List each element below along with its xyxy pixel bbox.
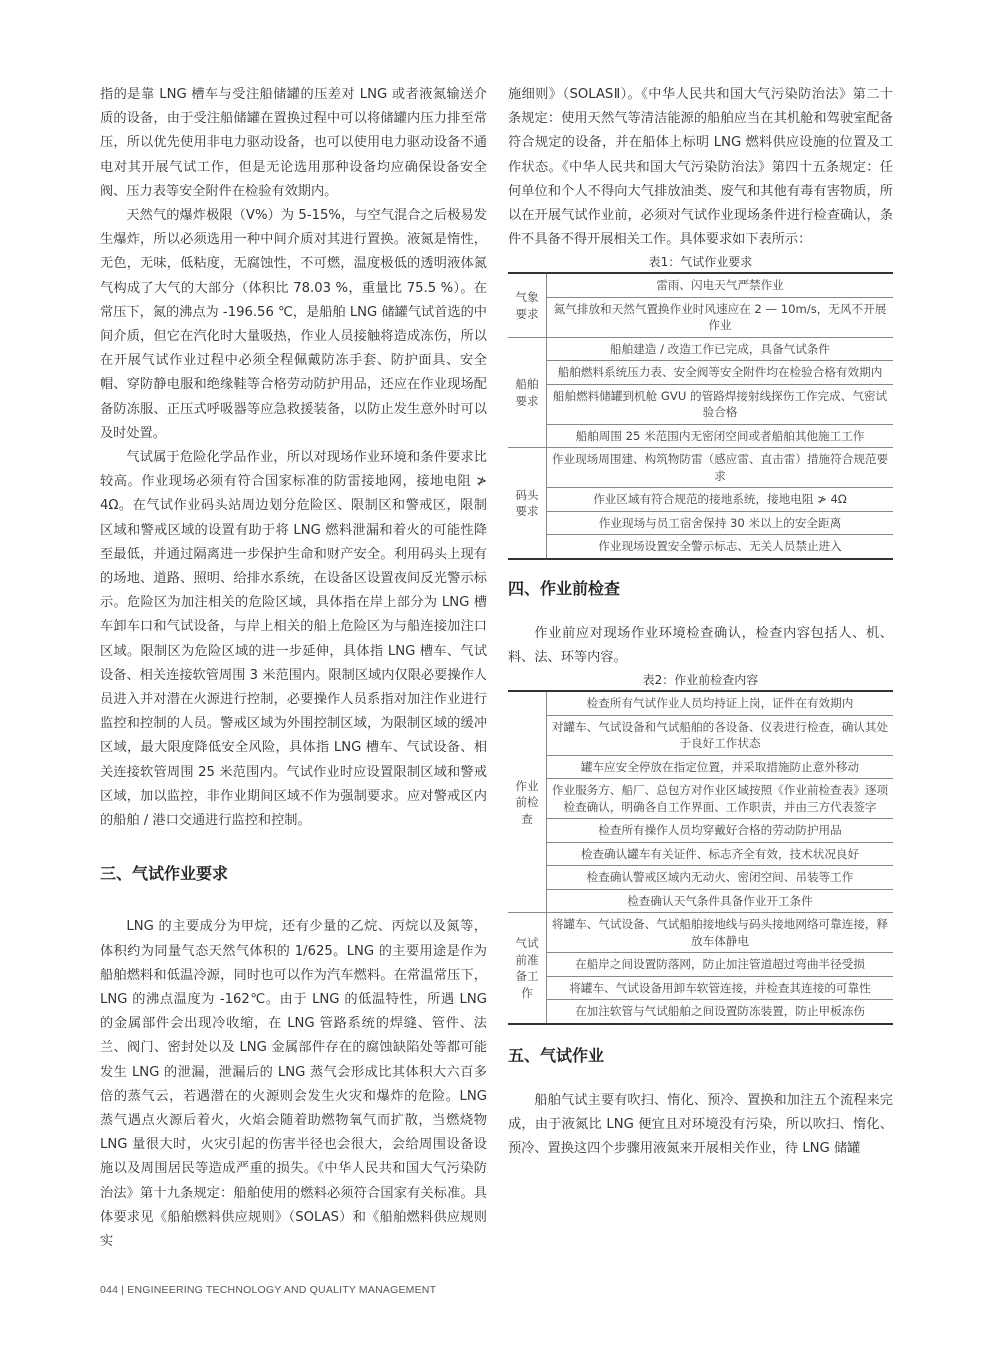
table-1-item-cell: 作业现场与员工宿舍保持 30 米以上的安全距离 (547, 511, 894, 535)
left-para-2: 天然气的爆炸极限（V%）为 5-15%，与空气混合之后极易发生爆炸，所以必须选用一种中间介质对其进行置换。液氮是惰性，无色，无味，低粘度，无腐蚀性，不可燃，温度极低的透明液体氮气构成了大气的大部分（体积比 78.03 %，重量比 75.5 %）。在常压下，氮的沸点为 -196.56 ℃，是船舶 LNG 储罐气试首选的中间介质，但它在汽化时大量吸热，作业人员接触将造成冻伤，所以在开展气试作业过程中必须全程佩戴防冻手套、防护面具、安全帽、穿防静电服和绝缘鞋等合格劳动防护用品，还应在作业现场配备防冻服、正压式呼吸器等应急救援装备，以防止发生意外时可以及时处置。 (100, 208, 487, 441)
right-para-3: 船舶气试主要有吹扫、惰化、预冷、置换和加注五个流程来完成，由于液氮比 LNG 便宜且对环境没有污染，所以吹扫、惰化、预冷、置换这四个步骤用液氮来开展相关作业，待 LNG 储罐 (508, 1092, 893, 1157)
table-2-item-cell: 检查所有操作人员均穿戴好合格的劳动防护用品 (547, 819, 894, 843)
table-2-item-cell: 将罐车、气试设备、气试船舶接地线与码头接地网络可靠连接，释放车体静电 (547, 913, 894, 953)
table-2-item-cell: 将罐车、气试设备用卸车软管连接，并检查其连接的可靠性 (547, 976, 894, 1000)
right-para-2: 作业前应对现场作业环境检查确认，检查内容包括人、机、料、法、环等内容。 (508, 625, 893, 666)
table-2-item-cell: 检查确认罐车有关证件、标志齐全有效，技术状况良好 (547, 842, 894, 866)
table-2-row (508, 953, 893, 977)
table-2-item-cell: 在船岸之间设置防落网，防止加注管道超过弯曲半径受损 (547, 953, 894, 977)
table-1-row (508, 424, 893, 448)
journal-name: ENGINEERING TECHNOLOGY AND QUALITY MANAGEMENT (127, 1284, 437, 1296)
table-2-row (508, 842, 893, 866)
table-2-row (508, 866, 893, 890)
table-2-row (508, 889, 893, 913)
right-para-1: 施细则》（SOLASⅡ）。《中华人民共和国大气污染防治法》第二十条规定：使用天然气等清洁能源的船舶应当在其机舱和驾驶室配备符合规定的设备，并在船体上标明 LNG 燃料供应设施的位置及工作状态。《中华人民共和国大气污染防治法》第四十五条规定：任何单位和个人不得向大气排放油类、废气和其他有毒有害物质，所以在开展气试作业前，必须对气试作业现场条件进行检查确认，条件不具备不得开展相关工作。具体要求如下表所示： (508, 87, 893, 248)
table-2-row (508, 715, 893, 755)
table-1-item-cell: 船舶周围 25 米范围内无密闭空间或者船舶其他施工工作 (547, 424, 894, 448)
footer-separator: | (121, 1284, 128, 1296)
page-footer (100, 1284, 436, 1296)
table-1-category-cell: 气象要求 (508, 273, 547, 337)
table-1-item-cell: 船舶燃料系统压力表、安全阀等安全附件均在检验合格有效期内 (547, 361, 894, 385)
table-2-row (508, 913, 893, 953)
table-1-row (508, 488, 893, 512)
table-2-item-cell: 罐车应安全停放在指定位置，并采取措施防止意外移动 (547, 755, 894, 779)
table-2-row (508, 976, 893, 1000)
table-1-item-cell: 作业区域有符合规范的接地系统，接地电阻 ≯ 4Ω (547, 488, 894, 512)
table-2-row (508, 819, 893, 843)
table-1-category-cell: 船舶要求 (508, 337, 547, 448)
table-1-row (508, 273, 893, 297)
left-column (100, 83, 487, 1254)
table-1-row (508, 361, 893, 385)
table-2-caption: 表2：作业前检查内容 (642, 673, 759, 688)
table-1-row (508, 337, 893, 361)
table-2-item-cell: 对罐车、气试设备和气试船舶的各设备、仪表进行检查，确认其处于良好工作状态 (547, 715, 894, 755)
table-1-row (508, 448, 893, 488)
table-1-row (508, 535, 893, 559)
table-2-item-cell: 检查确认天气条件具备作业开工条件 (547, 889, 894, 913)
table-2-row (508, 691, 893, 715)
table-1-item-cell: 氮气排放和天然气置换作业时风速应在 2 — 10m/s，无风不开展作业 (547, 297, 894, 337)
page-number: 044 (100, 1284, 119, 1296)
table-1-caption: 表1：气试作业要求 (648, 255, 753, 270)
table-1-item-cell: 船舶建造 / 改造工作已完成，具备气试条件 (547, 337, 894, 361)
table-1-row (508, 511, 893, 535)
table-1-row (508, 384, 893, 424)
section-4-heading: 四、作业前检查 (508, 578, 621, 598)
table-1-item-cell: 作业现场周围建、构筑物防雷（感应雷、直击雷）措施符合规范要求 (547, 448, 894, 488)
table-1-item-cell: 作业现场设置安全警示标志、无关人员禁止进入 (547, 535, 894, 559)
table-1-item-cell: 船舶燃料储罐到机舱 GVU 的管路焊接射线探伤工作完成、气密试验合格 (547, 384, 894, 424)
left-para-4: LNG 的主要成分为甲烷，还有少量的乙烷、丙烷以及氮等，体积约为同量气态天然气体积的 1/625。LNG 的主要用途是作为船舶燃料和低温冷源，同时也可以作为汽车燃料。在常温常压下，LNG 的沸点温度为 -162℃。由于 LNG 的低温特性，所遇 LNG 的金属部件会出现冷收缩，在 LNG 管路系统的焊缝、管件、法兰、阀门、密封处以及 LNG 金属部件存在的腐蚀缺陷处等都可能发生 LNG 的泄漏，泄漏后的 LNG 蒸气会形成比其体积大六百多倍的蒸气云，若遇潜在的火源则会发生火灾和爆炸的危险。LNG 蒸气遇点火源后着火，火焰会随着助燃物氧气而扩散，当燃烧物 LNG 量很大时，火灾引起的伤害半径也会很大，会给周围设备设施以及周围居民等造成严重的损失。《中华人民共和国大气污染防治法》第十九条规定：船舶使用的燃料必须符合国家有关标准。具体要求见《船舶燃料供应规则》（SOLAS）和《船舶燃料供应规则实 (100, 919, 487, 1249)
right-column (508, 83, 893, 1161)
table-2-row (508, 755, 893, 779)
table-1-category-cell: 码头要求 (508, 448, 547, 559)
table-2-category-cell: 作业前检查 (508, 691, 547, 913)
table-2 (508, 690, 893, 1025)
table-2-item-cell: 检查所有气试作业人员均持证上岗，证件在有效期内 (547, 691, 894, 715)
table-2-item-cell: 在加注软管与气试船舶之间设置防冻装置，防止甲板冻伤 (547, 1000, 894, 1024)
table-2-category-cell: 气试前准备工作 (508, 913, 547, 1024)
table-2-row (508, 779, 893, 819)
left-para-1: 指的是靠 LNG 槽车与受注船储罐的压差对 LNG 或者液氮输送介质的设备，由于受注船储罐在置换过程中可以将储罐内压力排至常压，所以优先使用非电力驱动设备，也可以使用电力驱动设备不通电对其开展气试工作，但是无论选用那种设备均应确保设备安全阀、压力表等安全附件在检验有效期内。 (100, 87, 487, 199)
table-1-row (508, 297, 893, 337)
section-5-heading: 五、气试作业 (508, 1045, 605, 1065)
table-2-row (508, 1000, 893, 1024)
table-2-item-cell: 作业服务方、船厂、总包方对作业区域按照《作业前检查表》逐项检查确认，明确各自工作界面、工作职责，并由三方代表签字 (547, 779, 894, 819)
table-1-item-cell: 雷雨、闪电天气严禁作业 (547, 273, 894, 297)
section-3-heading: 三、气试作业要求 (100, 864, 229, 884)
table-2-item-cell: 检查确认警戒区域内无动火、密闭空间、吊装等工作 (547, 866, 894, 890)
table-1 (508, 272, 893, 560)
left-para-3: 气试属于危险化学品作业，所以对现场作业环境和条件要求比较高。作业现场必须有符合国家标准的防雷接地网，接地电阻 ≯ 4Ω。在气试作业码头站周边划分危险区、限制区和警戒区，限制区域和警戒区域的设置有助于将 LNG 燃料泄漏和着火的可能性降至最低，并通过隔离进一步保护生命和财产安全。利用码头上现有的场地、道路、照明、给排水系统，在设备区设置夜间反光警示标示。危险区为加注相关的危险区域，具体指在岸上部分为 LNG 槽车卸车口和气试设备，与岸上相关的船上危险区为与船连接加注口区域。限制区为危险区域的进一步延伸，具体指 LNG 槽车、气试设备、相关连接软管周围 3 米范围内。限制区域内仅限必要操作人员进入并对潜在火源进行控制，必要操作人员系指对加注作业进行监控和控制的人员。警戒区域为外围控制区域，为限制区域的缓冲区域，最大限度降低安全风险，具体指 LNG 槽车、气试设备、相关连接软管周围 25 米范围内。气试作业时应设置限制区域和警戒区域，加以监控，非作业期间区域不作为强制要求。应对警戒区内的船舶 / 港口交通进行监控和控制。 (100, 450, 487, 829)
